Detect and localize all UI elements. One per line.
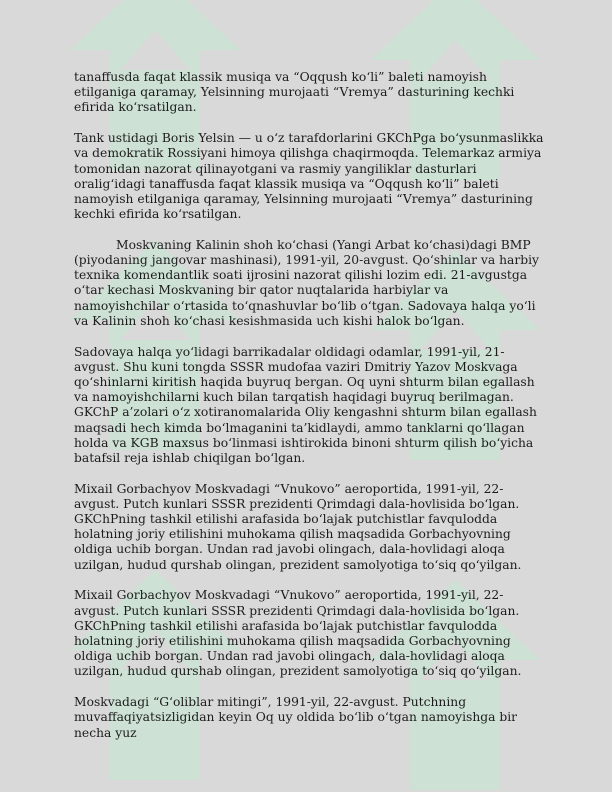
document-body: [74, 70, 544, 756]
paragraph: Moskvadagi “G‘oliblar mitingi”, 1991-yil, 22-avgust. Putchning muvaffaqiyatsizligidan keyin Oq uy oldida bo‘lib o‘tgan namoyishga bir necha yuz: [74, 695, 518, 740]
paragraph: Mixail Gorbachyov Moskvadagi “Vnukovo” aeroportida, 1991-yil, 22-avgust. Putch kunlari SSSR prezidenti Qrimdagi dala-hovlisida bo‘lgan. GKChPning tashkil etilishi arafasida bo‘lajak putchistlar favqulodda holatning joriy etilishini muhokama qilish maqsadida Gorbachyovning oldiga uchib borgan. Undan rad javobi olingach, dala-hovlidagi aloqa uzilgan, hudud qurshab olingan, prezident samolyotiga to‘siq qo‘yilgan.: [74, 588, 522, 679]
paragraph: Mixail Gorbachyov Moskvadagi “Vnukovo” aeroportida, 1991-yil, 22-avgust. Putch kunlari SSSR prezidenti Qrimdagi dala-hovlisida bo‘lgan. GKChPning tashkil etilishi arafasida bo‘lajak putchistlar favqulodda holatning joriy etilishini muhokama qilish maqsadida Gorbachyovning oldiga uchib borgan. Undan rad javobi olingach, dala-hovlidagi aloqa uzilgan, hudud qurshab olingan, prezident samolyotiga to‘siq qo‘yilgan.: [74, 481, 522, 572]
paragraph: Moskvaning Kalinin shoh ko‘chasi (Yangi Arbat ko‘chasi)dagi BMP (piyodaning jangovar mashinasi), 1991-yil, 20-avgust. Qo‘shinlar va harbiy texnika komendantlik soati ijrosini nazorat qilishi lozim edi. 21-avgustga o‘tar kechasi Moskvaning bir qator nuqtalarida harbiylar va namoyishchilar o‘rtasida to‘qnashuvlar bo‘lib o‘tgan. Sadovaya halqa yo‘li va Kalinin shoh ko‘chasi kesishmasida uch kishi halok bo‘lgan.: [74, 237, 539, 328]
paragraph: Sadovaya halqa yo‘lidagi barrikadalar oldidagi odamlar, 1991-yil, 21-avgust. Shu kuni tongda SSSR mudofaa vaziri Dmitriy Yazov Moskvaga qo‘shinlarni kiritish haqida buyruq bergan. Oq uyni shturm bilan egallash va namoyishchilarni kuch bilan tarqatish haqidagi buyruq berilmagan. GKChP a’zolari o‘z xotiranomalarida Oliy kengashni shturm bilan egallash maqsadi hech kimda bo‘lmaganini ta’kidlaydi, ammo tanklarni qo‘llagan holda va KGB maxsus bo‘linmasi ishtirokida binoni shturm qilish bo‘yicha batafsil reja ishlab chiqilgan bo‘lgan.: [74, 344, 537, 465]
paragraph: Tank ustidagi Boris Yelsin — u o‘z tarafdorlarini GKChPga bo‘ysunmaslikka va demokratik Rossiyani himoya qilishga chaqirmoqda. Telemarkaz armiya tomonidan nazorat qilinayotgani va rasmiy yangiliklar dasturlari oralig‘idagi tanaffusda faqat klassik musiqa va “Oqqush ko‘li” baleti namoyish etilganiga qaramay, Yelsinning murojaati “Vremya” dasturining kechki efirida ko‘rsatilgan.: [74, 131, 544, 222]
paragraph: tanaffusda faqat klassik musiqa va “Oqqush ko‘li” baleti namoyish etilganiga qaramay, Yelsinning murojaati “Vremya” dasturining kechki efirida ko‘rsatilgan.: [74, 70, 515, 115]
